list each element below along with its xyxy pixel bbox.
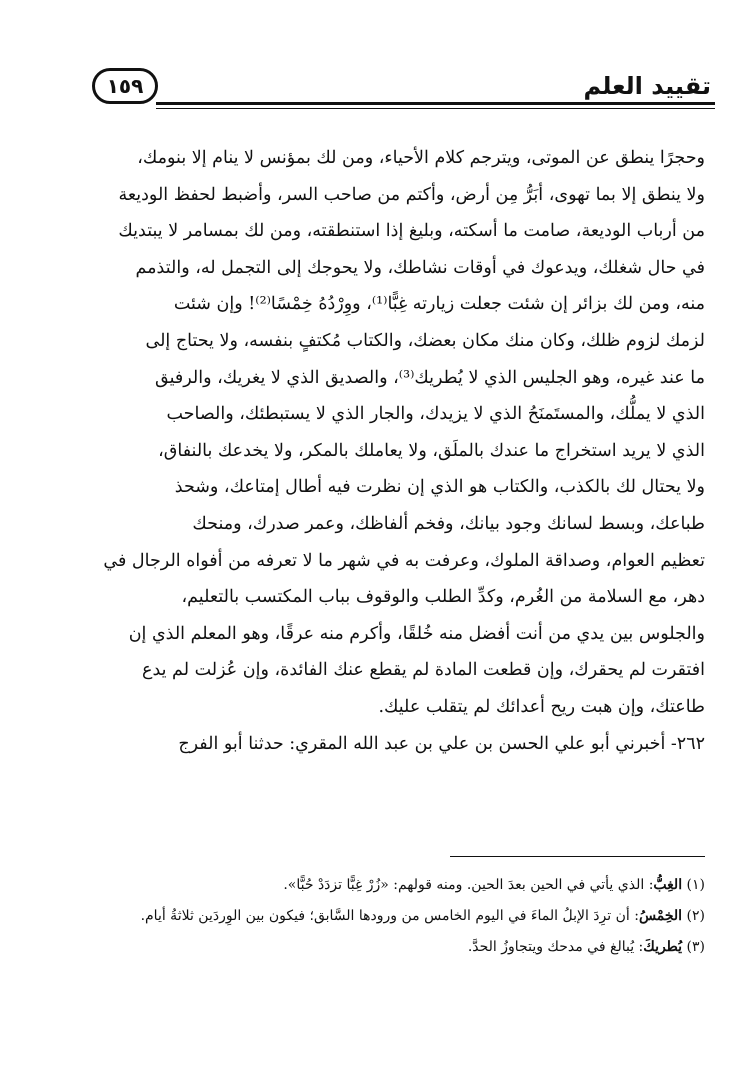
- text-line: دهر، مع السلامة من الغُرم، وكدِّ الطلب والوقوف بباب المكتسب بالتعليم،: [181, 587, 705, 608]
- text-line: ما عند غيره، وهو الجليس الذي لا يُطريك⁽³⁾، والصديق الذي لا يغريك، والرفيق: [154, 367, 705, 388]
- header-rule-thin: [156, 108, 715, 109]
- text-line: الذي لا يريد استخراج ما عندك بالملَق، ولا يعاملك بالمكر، ولا يخدعك بالنفاق،: [158, 440, 705, 461]
- page-header: [80, 62, 715, 110]
- main-text: [94, 140, 705, 762]
- footnotes: [94, 870, 705, 963]
- text-line: طاعتك، وإن هبت ريح أعدائك لم يتقلب عليك.: [378, 696, 705, 717]
- footnote-separator: [450, 856, 705, 857]
- text-line: والجلوس بين يدي من أنت أفضل منه خُلقًا، وأكرم منه عرقًا، وهو المعلم الذي إن: [128, 623, 705, 644]
- text-line: طباعك، وبسط لسانك وجود بيانك، وفخم ألفاظك، وعمر صدرك، ومنحك: [192, 513, 705, 534]
- page-number-badge: ١٥٩: [92, 68, 158, 104]
- text-line: تعظيم العوام، وصداقة الملوك، وعرفت به في شهر ما لا تعرفه من أفواه الرجال في: [103, 550, 705, 571]
- footnote-text: : يُبالغ في مدحك ويتجاوزُ الحدَّ.: [467, 939, 644, 955]
- text-line: وحجرًا ينطق عن الموتى، ويترجم كلام الأحياء، ومن لك بمؤنس لا ينام إلا بنومك،: [137, 148, 705, 168]
- text-line: في حال شغلك، ويدعوك في أوقات نشاطك، ولا يحوجك إلى التجمل له، والتذمم: [135, 257, 705, 278]
- footnote-marker: (٣): [686, 939, 705, 955]
- text-line: لزمك لزوم ظلك، وكان منك مكان بعضك، والكتاب مُكتفٍ بنفسه، ولا يحتاج إلى: [145, 330, 705, 351]
- text-line: منه، ومن لك بزائر إن شئت جعلت زيارته غِبًّا⁽¹⁾، ووِرْدُهُ خِمْسًا⁽²⁾! وإن شئت: [173, 294, 705, 315]
- footnote-term: يُطريكَ: [643, 939, 683, 955]
- footnote-3: [94, 932, 705, 963]
- text-line: ولا يحتال لك بالكذب، والكتاب هو الذي إن نظرت فيه أطال إمتاعك، وشحذ: [174, 477, 705, 498]
- book-title: تقييد العلم: [583, 72, 711, 100]
- footnote-2: [94, 901, 705, 932]
- footnote-1: [94, 870, 705, 901]
- text-line: افتقرت لم يحقرك، وإن قطعت المادة لم يقطع عنك الفائدة، وإن عُزلت لم يدع: [142, 660, 705, 681]
- footnote-text: : الذي يأتي في الحين بعدَ الحين. ومنه قولهم: «زُرْ غِبًّا تزدَدْ حُبًّا».: [283, 877, 654, 893]
- footnote-marker: (١): [686, 877, 705, 893]
- text-line: ولا ينطق إلا بما تهوى، أبَرُّ مِن أرض، وأكتم من صاحب السر، وأضبط لحفظ الوديعة: [118, 184, 705, 205]
- entry-262: ٢٦٢- أخبرني أبو علي الحسن بن علي بن عبد الله المقري: حدثنا أبو الفرج: [178, 733, 705, 754]
- footnote-marker: (٢): [686, 908, 705, 924]
- paragraph: [94, 140, 705, 726]
- text-line: الذي لا يملُّك، والمستَمنَحُ الذي لا يزيدك، والجار الذي لا يستبطئك، والصاحب: [166, 404, 705, 425]
- footnote-term: الغِبُّ: [653, 877, 683, 893]
- header-rule: [156, 102, 715, 105]
- footnote-text: : أن ترِدَ الإبلُ الماءَ في اليوم الخامس من ورودها السَّابق؛ فيكون بين الوِردَين ثلاثةُ أيام.: [140, 908, 639, 924]
- footnote-term: الخِمْسُ: [638, 908, 683, 924]
- text-line: من أرباب الوديعة، صامت ما أسكته، وبليغ إذا استنطقته، ومن لك بمسامر لا يبتديك: [118, 221, 705, 242]
